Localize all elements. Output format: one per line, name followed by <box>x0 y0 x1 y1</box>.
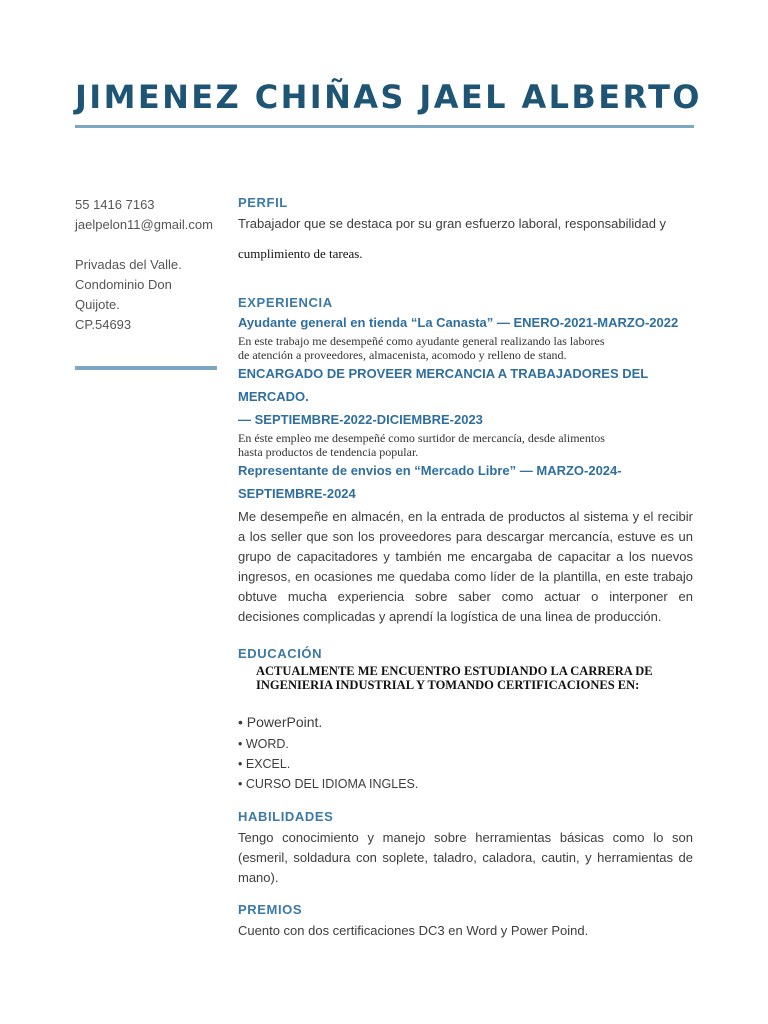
contact-phone: 55 1416 7163 <box>75 197 155 212</box>
section-title-premios: PREMIOS <box>238 902 303 917</box>
job-entry <box>238 362 693 459</box>
habilidades-text: Tengo conocimiento y manejo sobre herramientas básicas como lo son (esmeril, soldadura con soplete, taladro, caladora, cautin, y herramientas de mano). <box>238 830 693 885</box>
address-line: Condominio Don <box>75 277 172 292</box>
certification-list <box>238 710 693 794</box>
sidebar-divider <box>75 366 217 370</box>
premios-text: Cuento con dos certificaciones DC3 en Word y Power Poind. <box>238 923 589 938</box>
habilidades-section <box>238 808 693 888</box>
list-item: • CURSO DEL IDIOMA INGLES. <box>238 774 693 794</box>
job-description: En este trabajo me desempeñé como ayudante general realizando las labores <box>238 334 605 348</box>
job-title: Representante de envios en “Mercado Libre” — MARZO-2024- <box>238 463 622 478</box>
job-description: de atención a proveedores, almacenista, acomodo y relleno de stand. <box>238 348 567 362</box>
section-title-perfil: PERFIL <box>238 195 288 210</box>
premios-section <box>238 901 693 941</box>
contact-email: jaelpelon11@gmail.com <box>75 217 213 232</box>
section-title-habilidades: HABILIDADES <box>238 809 334 824</box>
job-entry <box>238 459 693 627</box>
address-line: Quijote. <box>75 297 120 312</box>
job-title: SEPTIEMBRE-2024 <box>238 486 356 501</box>
perfil-section <box>238 194 693 264</box>
list-item: • WORD. <box>238 734 693 754</box>
list-item: • PowerPoint. <box>238 710 693 734</box>
resume-name: JIMENEZ CHIÑAS JAEL ALBERTO <box>75 78 702 116</box>
section-title-educacion: EDUCACIÓN <box>238 646 323 661</box>
job-description: Me desempeñe en almacén, en la entrada de productos al sistema y el recibir a los seller que son los proveedores para descargar mercancía, estuve es un grupo de capacitadores y también me encargaba de capacitar a los nuevos ingresos, en ocasiones me quedaba como líder de la plantilla, en este trabajo obtuve mucha experiencia sobre saber como actuar o interponer en decisiones complicadas y aprendí la logística de una linea de producción. <box>238 509 693 624</box>
job-description: hasta productos de tendencia popular. <box>238 445 419 459</box>
job-title: Ayudante general en tienda “La Canasta” — ENERO-2021-MARZO-2022 <box>238 315 679 330</box>
job-entry <box>238 311 693 362</box>
education-heading: ACTUALMENTE ME ENCUENTRO ESTUDIANDO LA CARRERA DE <box>256 664 653 678</box>
section-title-experiencia: EXPERIENCIA <box>238 295 333 310</box>
perfil-text: Trabajador que se destaca por su gran esfuerzo laboral, responsabilidad y <box>238 216 667 231</box>
header-divider <box>75 125 694 128</box>
main-content <box>238 194 693 941</box>
experiencia-section <box>238 294 693 627</box>
address-line: CP.54693 <box>75 317 132 332</box>
educacion-section <box>238 645 693 794</box>
job-description: En éste empleo me desempeñé como surtidor de mercancía, desde alimentos <box>238 431 605 445</box>
address-line: Privadas del Valle. <box>75 257 182 272</box>
contact-sidebar <box>75 195 220 335</box>
job-title: ENCARGADO DE PROVEER MERCANCIA A TRABAJADORES DEL MERCADO. <box>238 366 649 404</box>
job-title: — SEPTIEMBRE-2022-DICIEMBRE-2023 <box>238 412 483 427</box>
list-item: • EXCEL. <box>238 754 693 774</box>
education-heading: INGENIERIA INDUSTRIAL Y TOMANDO CERTIFICACIONES EN: <box>256 678 640 692</box>
perfil-text-continued: cumplimiento de tareas. <box>238 246 363 261</box>
